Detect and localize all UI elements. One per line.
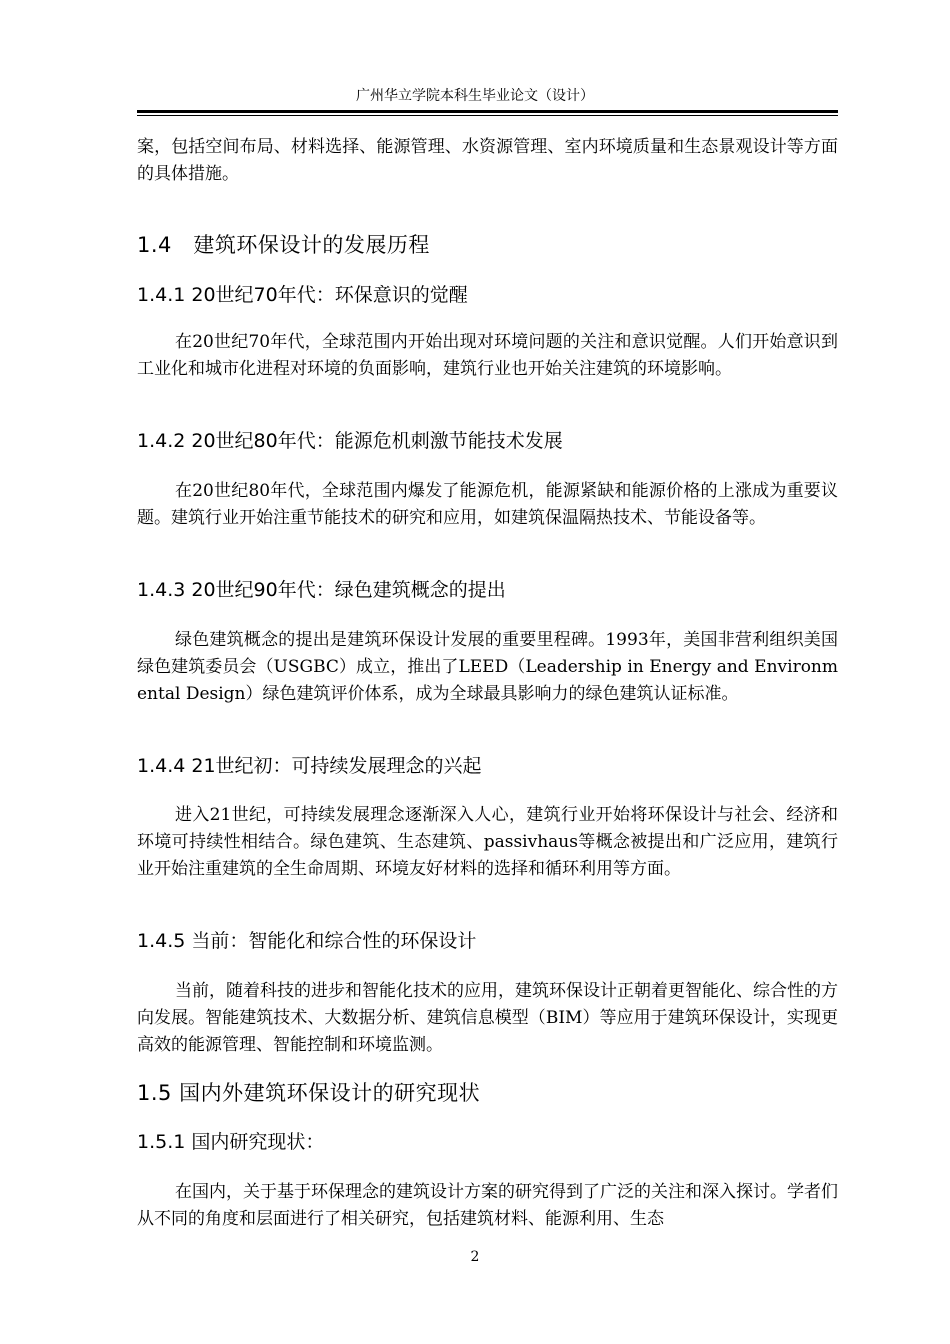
heading-1-4-1: 1.4.1 20世纪70年代：环保意识的觉醒 [137,284,468,306]
heading-1-4-5: 1.4.5 当前：智能化和综合性的环保设计 [137,930,477,952]
paragraph-1-4-1: 在20世纪70年代，全球范围内开始出现对环境问题的关注和意识觉醒。人们开始意识到工业化和城市化进程对环境的负面影响，建筑行业也开始关注建筑的环境影响。 [137,332,838,379]
paragraph-1-4-2: 在20世纪80年代，全球范围内爆发了能源危机，能源紧缺和能源价格的上涨成为重要议题。建筑行业开始注重节能技术的研究和应用，如建筑保温隔热技术、节能设备等。 [137,481,838,528]
heading-1-5: 1.5 国内外建筑环保设计的研究现状 [137,1081,481,1105]
page-number: 2 [470,1249,480,1265]
heading-1-4: 1.4 建筑环保设计的发展历程 [137,233,430,257]
heading-1-4-2: 1.4.2 20世纪80年代：能源危机刺激节能技术发展 [137,430,563,452]
header-rule-thin [137,115,838,116]
heading-1-5-1: 1.5.1 国内研究现状： [137,1131,325,1153]
paragraph-1-5-1: 在国内，关于基于环保理念的建筑设计方案的研究得到了广泛的关注和深入探讨。学者们从不同的角度和层面进行了相关研究，包括建筑材料、能源利用、生态 [137,1182,838,1229]
running-header: 广州华立学院本科生毕业论文（设计） [356,88,594,104]
paragraph-1-4-3: 绿色建筑概念的提出是建筑环保设计发展的重要里程碑。1993年，美国非营利组织美国绿色建筑委员会（USGBC）成立，推出了LEED（Leadership in Energy and Environmental Design）绿色建筑评价体系，成为全球最具影响力的绿色建筑认证标准。 [137,630,838,704]
paragraph-1-4-5: 当前，随着科技的进步和智能化技术的应用，建筑环保设计正朝着更智能化、综合性的方向发展。智能建筑技术、大数据分析、建筑信息模型（BIM）等应用于建筑环保设计，实现更高效的能源管理、智能控制和环境监测。 [137,981,838,1055]
paragraph-1-4-4: 进入21世纪，可持续发展理念逐渐深入人心，建筑行业开始将环保设计与社会、经济和环境可持续性相结合。绿色建筑、生态建筑、passivhaus等概念被提出和广泛应用，建筑行业开始注重建筑的全生命周期、环境友好材料的选择和循环利用等方面。 [137,805,838,879]
heading-1-4-4: 1.4.4 21世纪初：可持续发展理念的兴起 [137,755,482,777]
paragraph-continued: 案，包括空间布局、材料选择、能源管理、水资源管理、室内环境质量和生态景观设计等方面的具体措施。 [137,137,838,184]
heading-1-4-3: 1.4.3 20世纪90年代：绿色建筑概念的提出 [137,579,506,601]
header-rule-thick [137,110,838,113]
